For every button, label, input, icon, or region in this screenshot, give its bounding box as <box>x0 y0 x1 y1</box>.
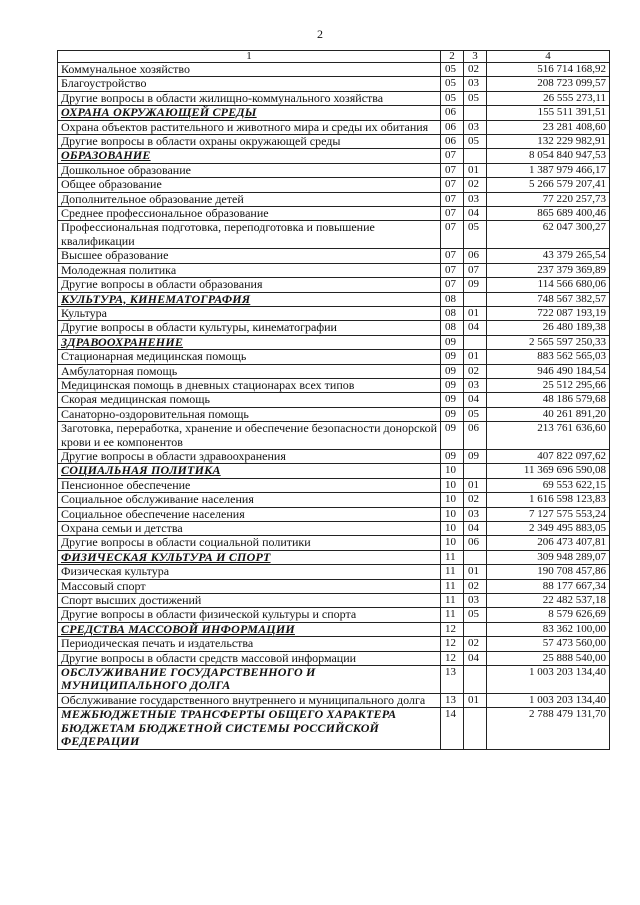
row-section-code: 11 <box>441 608 464 622</box>
row-amount: 83 362 100,00 <box>487 622 610 636</box>
table-header-row <box>58 51 610 63</box>
table-row <box>58 364 610 378</box>
row-subsection-code: 01 <box>464 565 487 579</box>
row-subsection-code: 05 <box>464 135 487 149</box>
row-amount: 8 054 840 947,53 <box>487 149 610 163</box>
row-name: Другие вопросы в области жилищно-коммунального хозяйства <box>58 91 441 105</box>
table-row <box>58 249 610 263</box>
row-subsection-code: 02 <box>464 178 487 192</box>
row-section-code: 12 <box>441 651 464 665</box>
table-row <box>58 278 610 292</box>
row-subsection-code: 03 <box>464 378 487 392</box>
row-subsection-code: 05 <box>464 407 487 421</box>
row-name: Амбулаторная помощь <box>58 364 441 378</box>
row-section-code: 10 <box>441 536 464 550</box>
section-row <box>58 550 610 564</box>
row-name: КУЛЬТУРА, КИНЕМАТОГРАФИЯ <box>58 292 441 306</box>
row-section-code: 12 <box>441 637 464 651</box>
row-amount: 516 714 168,92 <box>487 63 610 77</box>
row-subsection-code <box>464 335 487 349</box>
row-name: Другие вопросы в области физической культуры и спорта <box>58 608 441 622</box>
row-name: Дополнительное образование детей <box>58 192 441 206</box>
row-name: Физическая культура <box>58 565 441 579</box>
row-amount: 206 473 407,81 <box>487 536 610 550</box>
row-section-code: 07 <box>441 278 464 292</box>
row-name: Коммунальное хозяйство <box>58 63 441 77</box>
section-row <box>58 149 610 163</box>
row-amount: 2 565 597 250,33 <box>487 335 610 349</box>
row-section-code: 05 <box>441 77 464 91</box>
row-section-code: 10 <box>441 493 464 507</box>
row-amount: 407 822 097,62 <box>487 449 610 463</box>
row-name: Другие вопросы в области здравоохранения <box>58 449 441 463</box>
row-amount: 132 229 982,91 <box>487 135 610 149</box>
table-row <box>58 507 610 521</box>
row-amount: 57 473 560,00 <box>487 637 610 651</box>
row-amount: 43 379 265,54 <box>487 249 610 263</box>
row-section-code: 09 <box>441 350 464 364</box>
row-amount: 23 281 408,60 <box>487 120 610 134</box>
row-section-code: 07 <box>441 221 464 249</box>
table-body <box>58 63 610 750</box>
row-amount: 77 220 257,73 <box>487 192 610 206</box>
row-name: Культура <box>58 306 441 320</box>
row-name: Спорт высших достижений <box>58 594 441 608</box>
row-name: Молодежная политика <box>58 263 441 277</box>
row-name: ОХРАНА ОКРУЖАЮЩЕЙ СРЕДЫ <box>58 106 441 120</box>
row-section-code: 07 <box>441 163 464 177</box>
row-amount: 1 003 203 134,40 <box>487 666 610 694</box>
row-subsection-code: 02 <box>464 493 487 507</box>
row-subsection-code: 03 <box>464 594 487 608</box>
row-section-code: 10 <box>441 464 464 478</box>
row-subsection-code: 04 <box>464 393 487 407</box>
section-row <box>58 335 610 349</box>
table-row <box>58 120 610 134</box>
row-section-code: 05 <box>441 63 464 77</box>
row-amount: 11 369 696 590,08 <box>487 464 610 478</box>
row-subsection-code: 03 <box>464 507 487 521</box>
row-section-code: 08 <box>441 292 464 306</box>
row-subsection-code: 03 <box>464 120 487 134</box>
row-name: Высшее образование <box>58 249 441 263</box>
row-subsection-code <box>464 622 487 636</box>
header-col-2: 2 <box>441 51 464 63</box>
row-amount: 25 512 295,66 <box>487 378 610 392</box>
row-section-code: 11 <box>441 579 464 593</box>
row-amount: 946 490 184,54 <box>487 364 610 378</box>
row-amount: 748 567 382,57 <box>487 292 610 306</box>
row-subsection-code: 02 <box>464 364 487 378</box>
row-section-code: 11 <box>441 594 464 608</box>
row-section-code: 07 <box>441 263 464 277</box>
row-amount: 309 948 289,07 <box>487 550 610 564</box>
row-subsection-code <box>464 666 487 694</box>
row-amount: 26 555 273,11 <box>487 91 610 105</box>
table-row <box>58 608 610 622</box>
section-row <box>58 292 610 306</box>
row-section-code: 11 <box>441 565 464 579</box>
section-row <box>58 464 610 478</box>
table-row <box>58 321 610 335</box>
row-subsection-code: 09 <box>464 449 487 463</box>
row-section-code: 11 <box>441 550 464 564</box>
row-subsection-code: 04 <box>464 321 487 335</box>
row-name: Санаторно-оздоровительная помощь <box>58 407 441 421</box>
row-amount: 190 708 457,86 <box>487 565 610 579</box>
row-section-code: 09 <box>441 422 464 450</box>
row-name: Другие вопросы в области культуры, кинематографии <box>58 321 441 335</box>
table-row <box>58 637 610 651</box>
row-name: ОБСЛУЖИВАНИЕ ГОСУДАРСТВЕННОГО И МУНИЦИПАЛЬНОГО ДОЛГА <box>58 666 441 694</box>
row-name: Дошкольное образование <box>58 163 441 177</box>
row-subsection-code: 01 <box>464 693 487 707</box>
row-name: Пенсионное обеспечение <box>58 478 441 492</box>
row-section-code: 07 <box>441 192 464 206</box>
row-subsection-code: 01 <box>464 163 487 177</box>
row-subsection-code: 09 <box>464 278 487 292</box>
row-name: Социальное обеспечение населения <box>58 507 441 521</box>
row-subsection-code <box>464 149 487 163</box>
row-subsection-code: 04 <box>464 651 487 665</box>
row-subsection-code: 02 <box>464 637 487 651</box>
row-section-code: 07 <box>441 249 464 263</box>
row-section-code: 07 <box>441 149 464 163</box>
row-section-code: 13 <box>441 666 464 694</box>
row-subsection-code: 06 <box>464 422 487 450</box>
row-amount: 208 723 099,57 <box>487 77 610 91</box>
header-col-1: 1 <box>58 51 441 63</box>
row-subsection-code: 04 <box>464 522 487 536</box>
table-row <box>58 77 610 91</box>
row-name: СРЕДСТВА МАССОВОЙ ИНФОРМАЦИИ <box>58 622 441 636</box>
row-name: Медицинская помощь в дневных стационарах всех типов <box>58 378 441 392</box>
row-amount: 155 511 391,51 <box>487 106 610 120</box>
row-name: Среднее профессиональное образование <box>58 207 441 221</box>
row-section-code: 06 <box>441 120 464 134</box>
row-amount: 40 261 891,20 <box>487 407 610 421</box>
row-subsection-code: 01 <box>464 478 487 492</box>
row-section-code: 12 <box>441 622 464 636</box>
row-amount: 7 127 575 553,24 <box>487 507 610 521</box>
section-row <box>58 708 610 749</box>
row-amount: 1 616 598 123,83 <box>487 493 610 507</box>
row-section-code: 07 <box>441 178 464 192</box>
row-name: Другие вопросы в области социальной политики <box>58 536 441 550</box>
table-row <box>58 651 610 665</box>
table-row <box>58 263 610 277</box>
table-row <box>58 422 610 450</box>
row-name: Обслуживание государственного внутреннего и муниципального долга <box>58 693 441 707</box>
row-name: Другие вопросы в области охраны окружающей среды <box>58 135 441 149</box>
row-name: Профессиональная подготовка, переподготовка и повышение квалификации <box>58 221 441 249</box>
table-row <box>58 306 610 320</box>
row-section-code: 07 <box>441 207 464 221</box>
row-section-code: 08 <box>441 321 464 335</box>
row-amount: 865 689 400,46 <box>487 207 610 221</box>
table-row <box>58 135 610 149</box>
row-name: Другие вопросы в области образования <box>58 278 441 292</box>
table-row <box>58 449 610 463</box>
row-subsection-code: 04 <box>464 207 487 221</box>
row-subsection-code: 06 <box>464 249 487 263</box>
row-subsection-code: 05 <box>464 221 487 249</box>
row-section-code: 10 <box>441 522 464 536</box>
row-amount: 8 579 626,69 <box>487 608 610 622</box>
row-section-code: 09 <box>441 364 464 378</box>
page-number: 2 <box>317 27 323 41</box>
table-row <box>58 221 610 249</box>
row-subsection-code: 06 <box>464 536 487 550</box>
row-amount: 213 761 636,60 <box>487 422 610 450</box>
row-amount: 88 177 667,34 <box>487 579 610 593</box>
row-name: Стационарная медицинская помощь <box>58 350 441 364</box>
row-section-code: 09 <box>441 378 464 392</box>
row-section-code: 13 <box>441 693 464 707</box>
table-row <box>58 493 610 507</box>
row-name: Скорая медицинская помощь <box>58 393 441 407</box>
row-amount: 69 553 622,15 <box>487 478 610 492</box>
row-section-code: 09 <box>441 407 464 421</box>
row-section-code: 08 <box>441 306 464 320</box>
row-subsection-code <box>464 708 487 749</box>
row-amount: 2 788 479 131,70 <box>487 708 610 749</box>
row-name: Социальное обслуживание населения <box>58 493 441 507</box>
row-name: Массовый спорт <box>58 579 441 593</box>
section-row <box>58 622 610 636</box>
table-row <box>58 594 610 608</box>
table-row <box>58 63 610 77</box>
table-row <box>58 163 610 177</box>
row-section-code: 10 <box>441 507 464 521</box>
row-name: Периодическая печать и издательства <box>58 637 441 651</box>
table-row <box>58 522 610 536</box>
row-amount: 114 566 680,06 <box>487 278 610 292</box>
row-subsection-code <box>464 292 487 306</box>
row-amount: 48 186 579,68 <box>487 393 610 407</box>
row-section-code: 10 <box>441 478 464 492</box>
table-row <box>58 393 610 407</box>
row-name: ОБРАЗОВАНИЕ <box>58 149 441 163</box>
row-amount: 722 087 193,19 <box>487 306 610 320</box>
row-subsection-code: 01 <box>464 306 487 320</box>
row-amount: 25 888 540,00 <box>487 651 610 665</box>
row-amount: 1 003 203 134,40 <box>487 693 610 707</box>
budget-table <box>57 50 610 750</box>
row-subsection-code: 02 <box>464 579 487 593</box>
row-section-code: 14 <box>441 708 464 749</box>
row-section-code: 09 <box>441 335 464 349</box>
row-amount: 883 562 565,03 <box>487 350 610 364</box>
table-row <box>58 207 610 221</box>
table-row <box>58 378 610 392</box>
row-name: ЗДРАВООХРАНЕНИЕ <box>58 335 441 349</box>
table-row <box>58 350 610 364</box>
row-name: СОЦИАЛЬНАЯ ПОЛИТИКА <box>58 464 441 478</box>
row-name: Благоустройство <box>58 77 441 91</box>
table-row <box>58 693 610 707</box>
row-section-code: 09 <box>441 449 464 463</box>
table-row <box>58 192 610 206</box>
row-section-code: 06 <box>441 135 464 149</box>
row-name: ФИЗИЧЕСКАЯ КУЛЬТУРА И СПОРТ <box>58 550 441 564</box>
row-subsection-code: 05 <box>464 608 487 622</box>
table-row <box>58 178 610 192</box>
table-row <box>58 407 610 421</box>
row-name: МЕЖБЮДЖЕТНЫЕ ТРАНСФЕРТЫ ОБЩЕГО ХАРАКТЕРА БЮДЖЕТАМ БЮДЖЕТНОЙ СИСТЕМЫ РОССИЙСКОЙ ФЕДЕРАЦИИ <box>58 708 441 749</box>
table-row <box>58 478 610 492</box>
table-row <box>58 579 610 593</box>
row-amount: 22 482 537,18 <box>487 594 610 608</box>
section-row <box>58 666 610 694</box>
row-amount: 1 387 979 466,17 <box>487 163 610 177</box>
row-section-code: 09 <box>441 393 464 407</box>
row-subsection-code <box>464 550 487 564</box>
row-name: Охрана объектов растительного и животного мира и среды их обитания <box>58 120 441 134</box>
row-subsection-code <box>464 106 487 120</box>
header-col-4: 4 <box>487 51 610 63</box>
row-subsection-code: 07 <box>464 263 487 277</box>
row-subsection-code: 05 <box>464 91 487 105</box>
table-row <box>58 565 610 579</box>
row-amount: 5 266 579 207,41 <box>487 178 610 192</box>
section-row <box>58 106 610 120</box>
header-col-3: 3 <box>464 51 487 63</box>
row-section-code: 05 <box>441 91 464 105</box>
row-section-code: 06 <box>441 106 464 120</box>
row-subsection-code: 03 <box>464 192 487 206</box>
row-subsection-code: 02 <box>464 63 487 77</box>
row-name: Другие вопросы в области средств массовой информации <box>58 651 441 665</box>
table-row <box>58 536 610 550</box>
row-name: Охрана семьи и детства <box>58 522 441 536</box>
row-amount: 237 379 369,89 <box>487 263 610 277</box>
row-amount: 62 047 300,27 <box>487 221 610 249</box>
row-subsection-code <box>464 464 487 478</box>
row-amount: 2 349 495 883,05 <box>487 522 610 536</box>
row-subsection-code: 03 <box>464 77 487 91</box>
row-subsection-code: 01 <box>464 350 487 364</box>
table-row <box>58 91 610 105</box>
row-name: Заготовка, переработка, хранение и обеспечение безопасности донорской крови и ее компонентов <box>58 422 441 450</box>
row-amount: 26 480 189,38 <box>487 321 610 335</box>
row-name: Общее образование <box>58 178 441 192</box>
